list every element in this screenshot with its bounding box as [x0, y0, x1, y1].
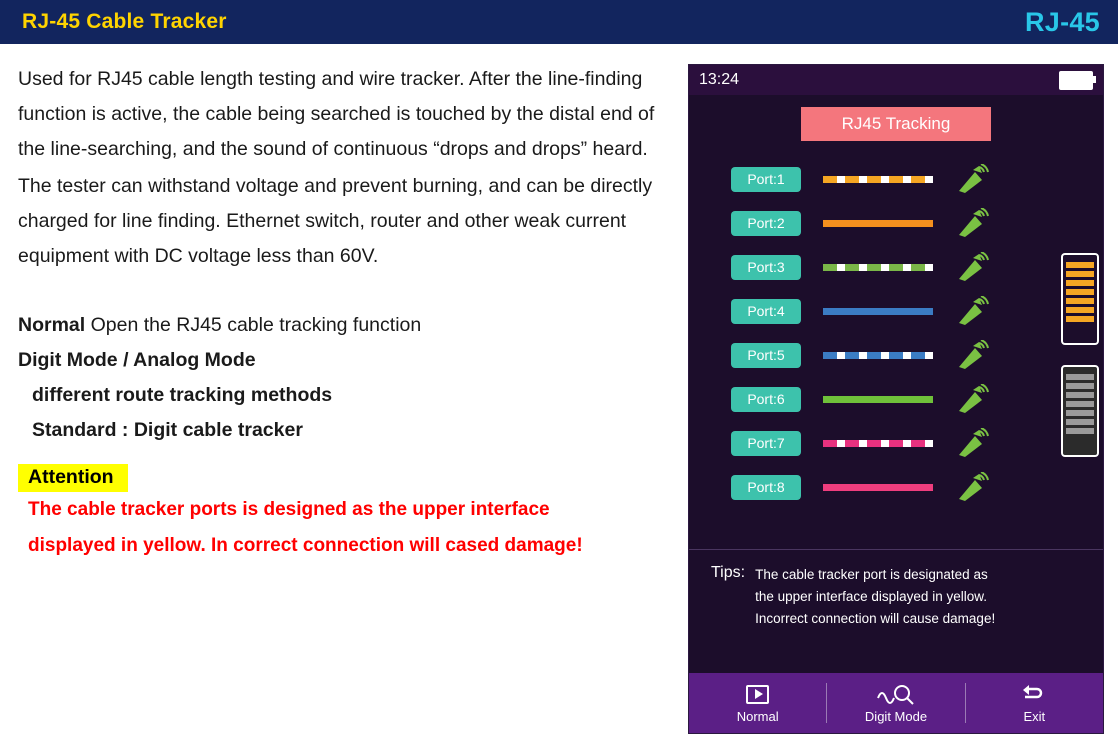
port-label: Port:5 — [731, 343, 801, 368]
port-row[interactable] — [731, 201, 1103, 245]
device-toolbar — [689, 673, 1103, 733]
port-row[interactable] — [731, 377, 1103, 421]
port-label: Port:7 — [731, 431, 801, 456]
cable-indicator — [823, 352, 933, 359]
normal-mode-line — [18, 308, 678, 343]
lower-rj45-jack-icon — [1061, 365, 1099, 457]
toolbar-button-label: Exit — [1023, 709, 1046, 724]
port-row[interactable] — [731, 333, 1103, 377]
page-header — [0, 0, 1118, 44]
normal-mode-description: Open the RJ45 cable tracking function — [85, 314, 422, 336]
toolbar-button-digit-mode[interactable] — [827, 682, 964, 724]
signal-dish-icon — [955, 384, 989, 414]
description-column — [18, 62, 678, 564]
wave-magnifier-icon — [876, 682, 916, 706]
port-label: Port:1 — [731, 167, 801, 192]
warning-line-2: displayed in yellow. In correct connection will cased damage! — [28, 535, 583, 556]
signal-dish-icon — [955, 428, 989, 458]
cable-indicator — [823, 176, 933, 183]
toolbar-button-normal[interactable] — [689, 682, 826, 724]
section-spacer — [18, 274, 678, 308]
page-title: RJ-45 Cable Tracker — [22, 10, 227, 33]
cable-indicator — [823, 440, 933, 447]
signal-dish-icon — [955, 472, 989, 502]
port-label: Port:3 — [731, 255, 801, 280]
standard-line: Standard : Digit cable tracker — [32, 419, 303, 441]
device-screenshot — [688, 64, 1104, 734]
port-row[interactable] — [731, 157, 1103, 201]
port-label: Port:6 — [731, 387, 801, 412]
port-row[interactable] — [731, 289, 1103, 333]
cable-indicator — [823, 264, 933, 271]
paragraph-overview: Used for RJ45 cable length testing and wire tracker. After the line-finding function is active, the cable being searched is touched by the distal end of the line-searching, and the sound of continuous “drops and drops” heard. — [18, 68, 655, 160]
tips-line: the upper interface displayed in yellow. — [755, 589, 987, 604]
device-status-bar — [689, 65, 1103, 95]
port-row[interactable] — [731, 465, 1103, 509]
port-row[interactable] — [731, 245, 1103, 289]
tips-section — [689, 549, 1103, 630]
header-badge: RJ-45 — [1024, 6, 1100, 37]
return-arrow-icon — [1021, 682, 1047, 706]
tips-line: Incorrect connection will cause damage! — [755, 611, 996, 626]
screen-title: RJ45 Tracking — [801, 107, 991, 141]
cable-indicator — [823, 484, 933, 491]
cable-indicator — [823, 396, 933, 403]
upper-rj45-jack-icon — [1061, 253, 1099, 345]
cable-indicator — [823, 220, 933, 227]
port-list — [689, 157, 1103, 509]
signal-dish-icon — [955, 296, 989, 326]
play-icon — [746, 682, 769, 706]
modes-sub-line: different route tracking methods — [32, 384, 333, 406]
toolbar-button-label: Normal — [736, 709, 779, 724]
signal-dish-icon — [955, 208, 989, 238]
signal-dish-icon — [955, 252, 989, 282]
clock-label: 13:24 — [699, 71, 740, 88]
tips-text — [755, 564, 995, 630]
normal-mode-label: Normal — [18, 314, 86, 336]
port-label: Port:8 — [731, 475, 801, 500]
tips-label: Tips: — [711, 564, 746, 581]
tips-line: The cable tracker port is designated as — [755, 567, 988, 582]
warning-line-1: The cable tracker ports is designed as the upper interface — [28, 499, 550, 520]
toolbar-button-exit[interactable] — [966, 682, 1103, 724]
battery-icon — [1059, 71, 1093, 90]
screen-title-row — [689, 107, 1103, 141]
signal-dish-icon — [955, 164, 989, 194]
port-label: Port:2 — [731, 211, 801, 236]
toolbar-button-label: Digit Mode — [864, 709, 928, 724]
paragraph-voltage: The tester can withstand voltage and prevent burning, and can be directly charged for line finding. Ethernet switch, router and other weak current equipment with DC voltage less than 60V. — [18, 175, 653, 267]
attention-badge: Attention — [18, 464, 128, 492]
port-label: Port:4 — [731, 299, 801, 324]
port-row[interactable] — [731, 421, 1103, 465]
signal-dish-icon — [955, 340, 989, 370]
cable-indicator — [823, 308, 933, 315]
modes-line: Digit Mode / Analog Mode — [18, 349, 256, 371]
